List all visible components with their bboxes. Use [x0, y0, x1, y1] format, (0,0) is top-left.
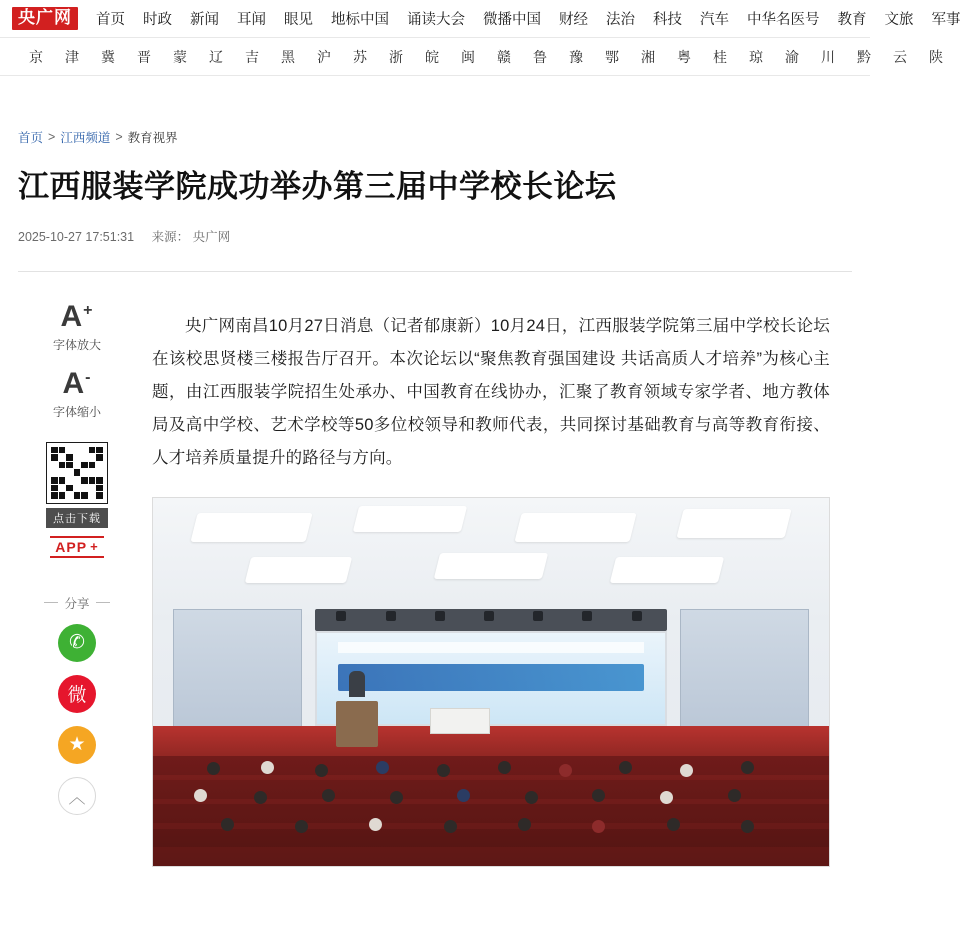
province-item-19[interactable]: 桂	[713, 48, 727, 65]
province-item-8[interactable]: 沪	[317, 48, 331, 65]
chevron-up-glyph: ︿	[68, 788, 86, 808]
nav-item-4[interactable]: 眼见	[284, 12, 313, 28]
share-dash-left	[44, 602, 58, 603]
app-plus-icon: +	[90, 539, 99, 555]
nav-item-10[interactable]: 科技	[653, 12, 682, 28]
breadcrumb-item-home[interactable]: 首页	[18, 131, 44, 145]
province-item-5[interactable]: 辽	[209, 48, 223, 65]
article-content	[136, 294, 852, 884]
breadcrumb-separator-1: >	[48, 130, 56, 144]
nav-item-5[interactable]: 地标中国	[331, 12, 389, 28]
article-meta	[18, 227, 852, 245]
font-decrease-label: 字体缩小	[52, 404, 101, 419]
font-decrease-sup: -	[85, 368, 92, 386]
font-decrease-glyph	[53, 366, 101, 400]
font-decrease-letter: A	[62, 366, 86, 400]
province-item-9[interactable]: 苏	[353, 48, 367, 65]
article-figure	[152, 497, 830, 867]
back-to-top-icon[interactable]	[58, 777, 96, 815]
share-heading	[44, 594, 109, 612]
star-glyph: ★	[68, 734, 86, 756]
province-item-18[interactable]: 粤	[677, 48, 691, 65]
province-item-10[interactable]: 浙	[389, 48, 403, 65]
font-increase-letter: A	[60, 299, 84, 333]
province-item-4[interactable]: 蒙	[173, 48, 187, 65]
province-item-0[interactable]: 京	[29, 48, 43, 65]
weibo-glyph: 微	[67, 685, 87, 707]
font-increase-glyph	[53, 299, 101, 333]
share-icon-list	[58, 624, 96, 815]
audience-seating	[153, 756, 829, 866]
publish-timestamp: 2025-10-27 17:51:31	[18, 229, 135, 244]
wechat-glyph: ✆	[69, 632, 85, 654]
province-item-22[interactable]: 川	[821, 48, 835, 65]
nav-item-7[interactable]: 微播中国	[483, 12, 541, 28]
breadcrumb-item-channel[interactable]: 江西频道	[60, 131, 111, 145]
nav-item-1[interactable]: 时政	[143, 12, 172, 28]
forum-photo	[152, 497, 830, 867]
province-item-20[interactable]: 琼	[749, 48, 763, 65]
site-logo-text: 央广网	[12, 7, 78, 31]
app-download-button[interactable]	[50, 536, 103, 558]
province-item-2[interactable]: 冀	[101, 48, 115, 65]
top-navigation-bar	[0, 0, 961, 38]
province-item-7[interactable]: 黑	[281, 48, 295, 65]
nav-item-13[interactable]: 教育	[837, 12, 867, 28]
nav-item-11[interactable]: 汽车	[700, 12, 729, 28]
qr-download-label[interactable]: 点击下载	[46, 508, 108, 528]
province-item-14[interactable]: 鲁	[533, 48, 547, 65]
site-logo[interactable]	[12, 7, 78, 31]
meta-divider	[18, 271, 852, 272]
font-decrease-button[interactable]	[52, 366, 101, 420]
weibo-icon[interactable]	[58, 675, 96, 713]
nav-item-0[interactable]: 首页	[96, 12, 125, 28]
nav-item-8[interactable]: 财经	[559, 12, 588, 28]
province-item-1[interactable]: 津	[65, 48, 79, 65]
source-name: 央广网	[192, 229, 231, 244]
speaker-figure	[349, 671, 365, 697]
province-item-21[interactable]: 渝	[785, 48, 799, 65]
province-item-6[interactable]: 吉	[245, 48, 259, 65]
podium	[336, 701, 378, 747]
source-label: 来源：	[151, 229, 190, 244]
page-title: 江西服装学院成功举办第三届中学校长论坛	[18, 169, 617, 204]
share-label: 分享	[64, 596, 90, 611]
breadcrumb-item-section[interactable]: 教育视界	[127, 131, 178, 145]
nav-item-6[interactable]: 诵读大会	[407, 12, 465, 28]
stage-front	[153, 726, 829, 759]
province-item-15[interactable]: 豫	[569, 48, 583, 65]
favorite-star-icon[interactable]	[58, 726, 96, 764]
right-wall-panel	[680, 609, 808, 741]
breadcrumb-separator-2: >	[115, 130, 123, 144]
article-body	[18, 294, 852, 884]
nav-item-3[interactable]: 耳闻	[237, 12, 266, 28]
page-content	[0, 128, 870, 883]
province-item-16[interactable]: 鄂	[605, 48, 619, 65]
share-dash-right	[96, 602, 110, 603]
font-increase-label: 字体放大	[52, 337, 101, 352]
nav-item-15[interactable]: 军事	[931, 12, 961, 28]
province-item-11[interactable]: 皖	[425, 48, 439, 65]
province-item-3[interactable]: 晋	[137, 48, 151, 65]
qr-code-icon	[46, 442, 108, 504]
font-increase-sup: +	[83, 301, 94, 319]
stage-table	[430, 708, 490, 734]
province-item-17[interactable]: 湘	[641, 48, 655, 65]
light-truss	[315, 609, 667, 631]
province-item-12[interactable]: 闽	[461, 48, 475, 65]
left-wall-panel	[173, 609, 301, 741]
breadcrumb	[18, 128, 852, 146]
nav-item-12[interactable]: 中华名医号	[747, 12, 820, 28]
wechat-icon[interactable]	[58, 624, 96, 662]
province-item-23[interactable]: 黔	[857, 48, 871, 65]
nav-item-9[interactable]: 法治	[606, 12, 635, 28]
province-item-13[interactable]: 赣	[497, 48, 511, 65]
province-nav-bar	[0, 38, 943, 76]
nav-item-2[interactable]: 新闻	[190, 12, 219, 28]
province-item-24[interactable]: 云	[893, 48, 907, 65]
app-label: APP	[55, 538, 88, 555]
article-sidebar	[18, 294, 136, 884]
nav-item-14[interactable]: 文旅	[884, 12, 914, 28]
main-nav	[96, 8, 961, 29]
province-item-25[interactable]: 陕	[929, 48, 943, 65]
qr-code-pattern	[51, 447, 103, 499]
font-increase-button[interactable]	[52, 299, 101, 353]
article-paragraph-0: 央广网南昌10月27日消息（记者郁康新）10月24日，江西服装学院第三届中学校长论坛在该校思贤楼三楼报告厅召开。本次论坛以“聚焦教育强国建设 共话高质人才培养”为核心主题，由江西服装学院招生处承办、中国教育在线协办，汇聚了教育领域专家学者、地方教体局及高中学校、艺术学校等50多位校领导和教师代表，共同探讨基础教育与高等教育衔接、人才培养质量提升的路径与方向。	[152, 317, 830, 468]
